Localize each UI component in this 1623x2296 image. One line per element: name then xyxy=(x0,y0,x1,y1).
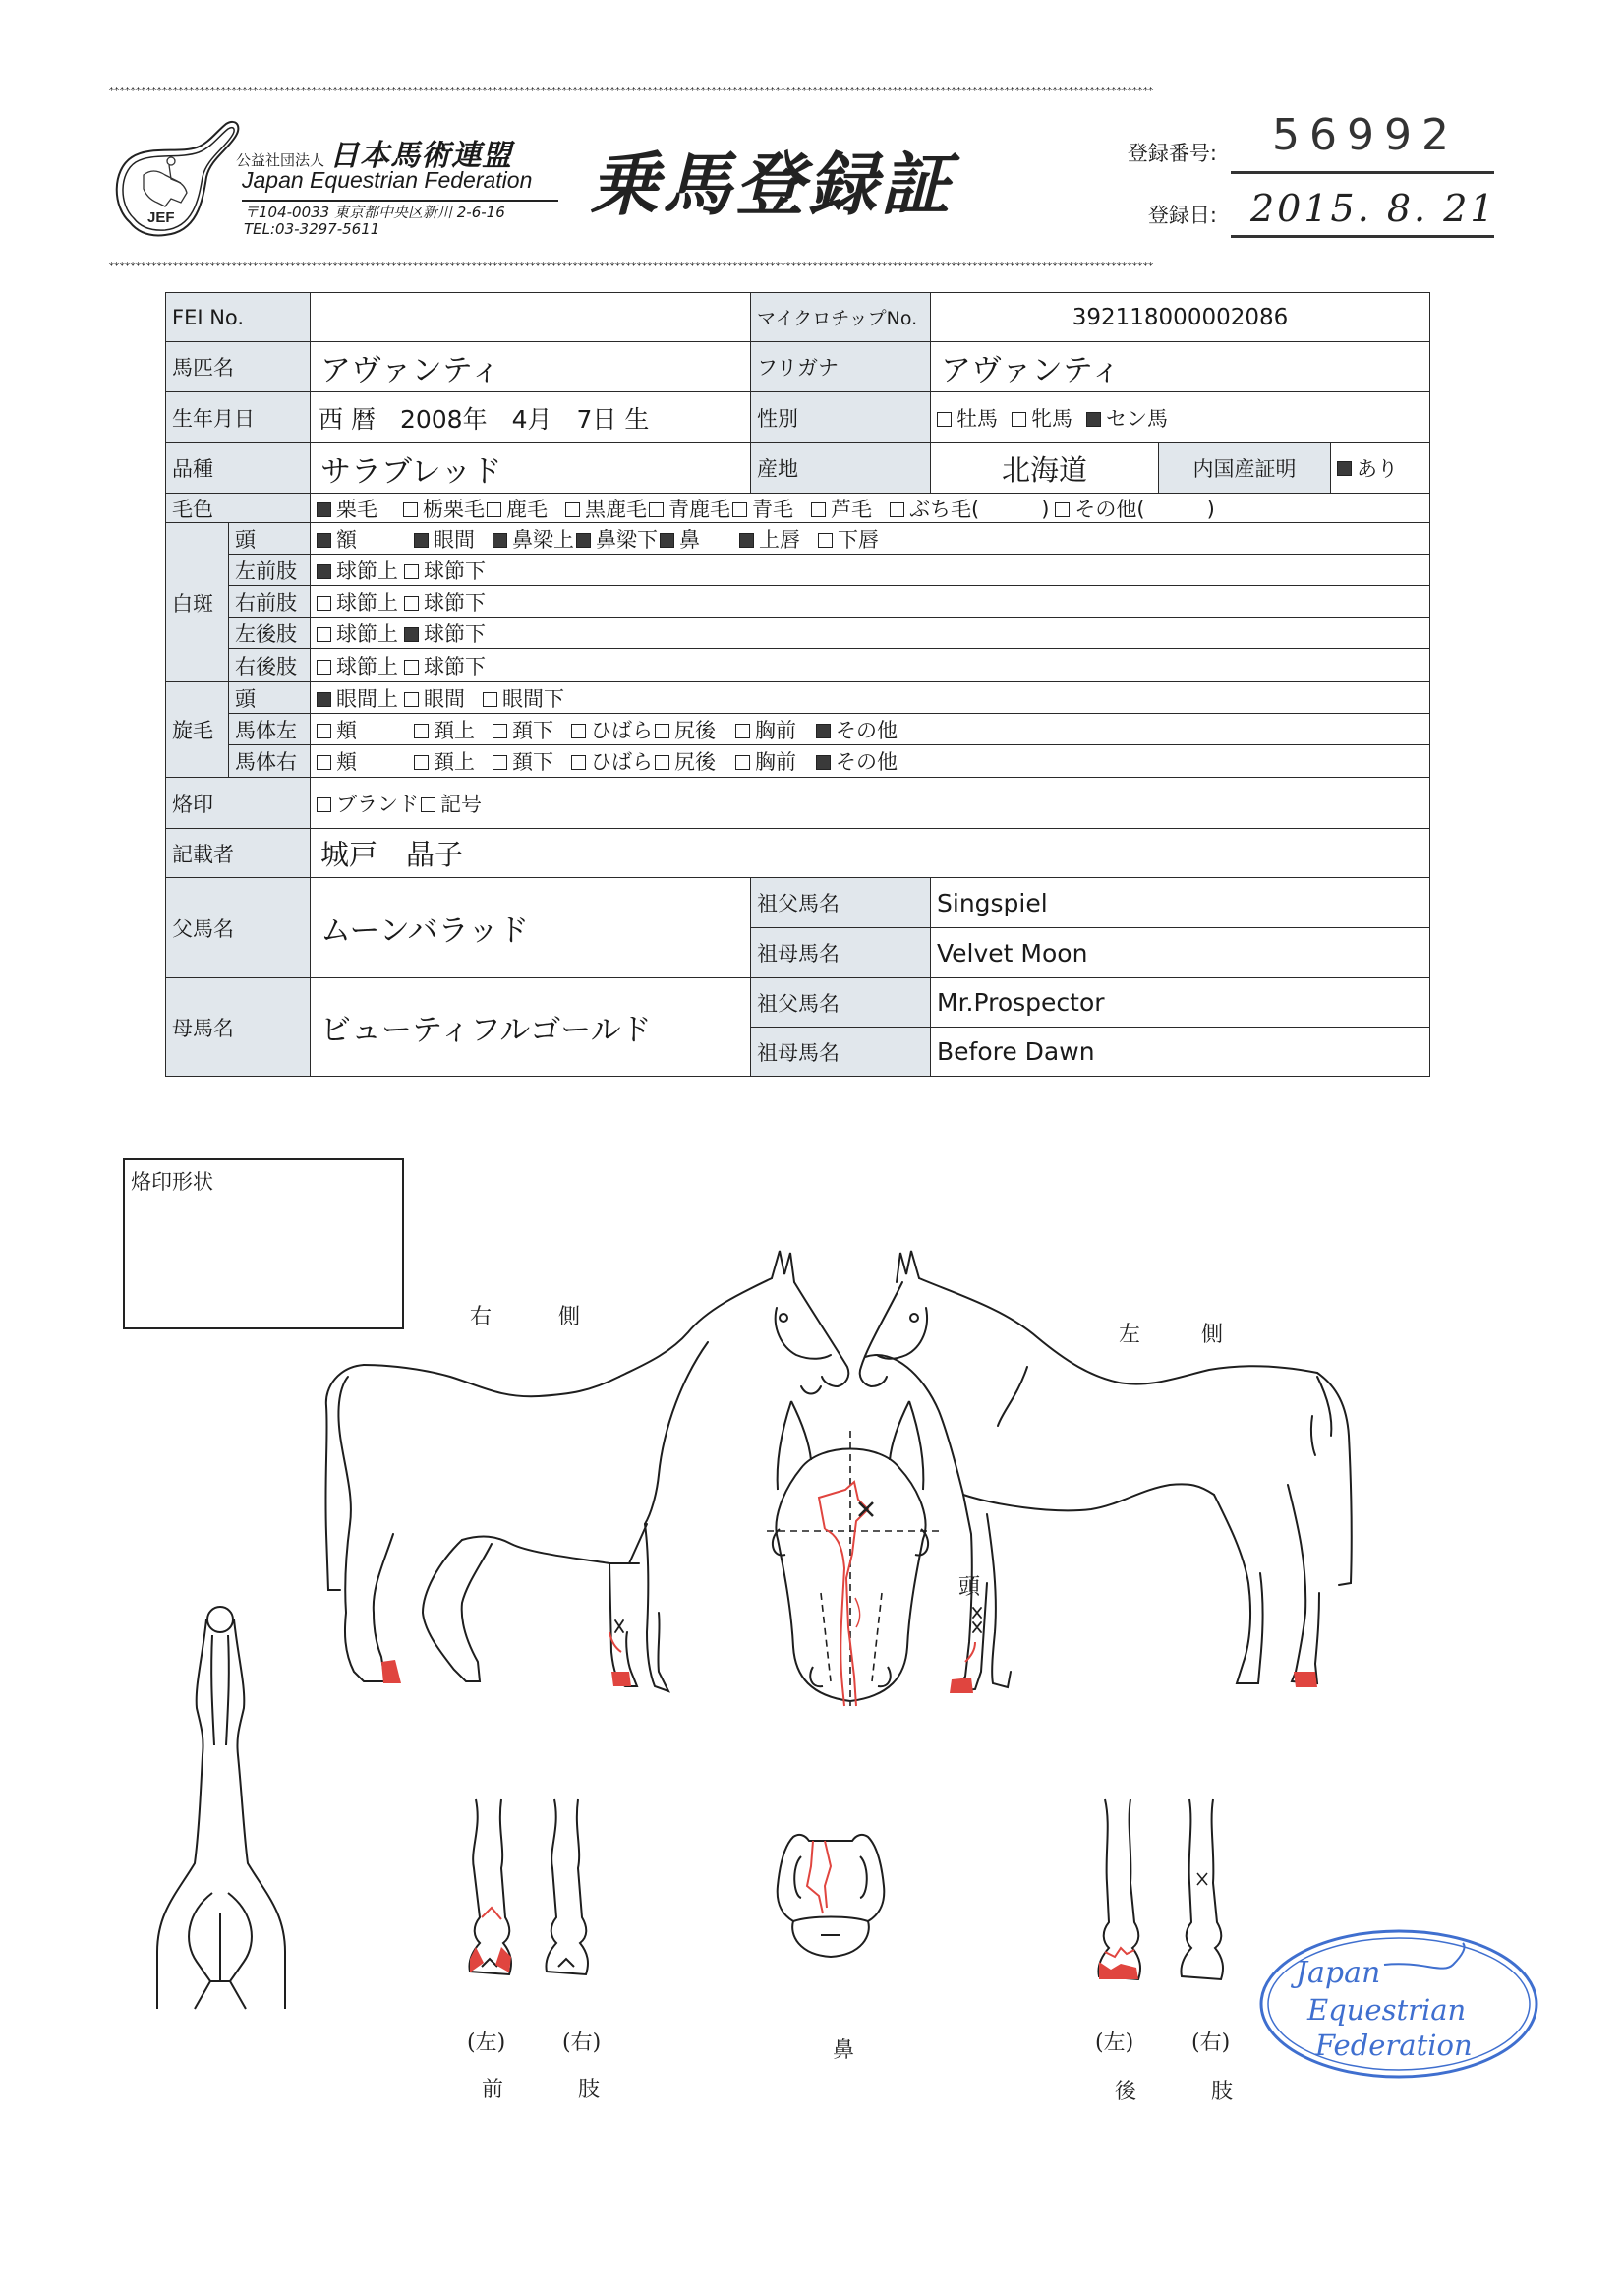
sire-granddam-value: Velvet Moon xyxy=(930,927,1430,978)
checkbox-icon xyxy=(493,724,507,738)
sex-option-mare[interactable]: 牝馬 xyxy=(1012,403,1072,433)
nose-label: 鼻 xyxy=(833,2038,855,2063)
org-divider xyxy=(242,200,558,202)
head-label: 頭 xyxy=(958,1575,981,1600)
checkbox-icon xyxy=(317,797,331,812)
coat-option[interactable]: ぶち毛( ) xyxy=(890,494,1049,523)
coat-option[interactable]: 鹿毛 xyxy=(487,494,548,523)
microchip-value: 392118000002086 xyxy=(930,292,1430,342)
birthdate-value: 西 暦 2008年 4月 7日 生 xyxy=(310,391,751,443)
checkbox-checked-icon xyxy=(816,724,831,738)
org-prefix: 公益社団法人 xyxy=(236,151,325,169)
coat-option[interactable]: 青毛 xyxy=(732,494,793,523)
white-row-label: 右後肢 xyxy=(228,648,311,682)
dam-granddam-label: 祖母馬名 xyxy=(750,1027,931,1077)
fore-caption-2: 肢 xyxy=(578,2078,601,2102)
checkbox-icon xyxy=(732,502,747,517)
whorl-option[interactable]: 眼間上 xyxy=(317,683,398,713)
checkbox-checked-icon xyxy=(317,533,331,548)
checkbox-checked-icon xyxy=(414,533,429,548)
furigana-label: フリガナ xyxy=(750,341,931,392)
checkbox-icon xyxy=(649,502,664,517)
checkbox-icon xyxy=(487,502,501,517)
whorl-option[interactable]: 頚下 xyxy=(493,746,553,776)
whorl-label: 旋毛 xyxy=(165,681,229,778)
coat-option[interactable]: 栗毛 xyxy=(317,494,377,523)
white-option[interactable]: 球節上 xyxy=(317,651,398,680)
checkbox-icon xyxy=(818,533,833,548)
checkbox-checked-icon xyxy=(493,533,507,548)
white-option[interactable]: 球節上 xyxy=(317,556,398,585)
coat-label: 毛色 xyxy=(165,493,311,523)
whorl-option[interactable]: 頬 xyxy=(317,715,357,744)
checkbox-icon xyxy=(937,412,952,427)
reg-number: 56992 xyxy=(1272,110,1459,160)
checkbox-checked-icon xyxy=(660,533,674,548)
sex-options xyxy=(930,391,1430,443)
jef-logo-icon xyxy=(110,116,243,239)
brand-option[interactable]: 記号 xyxy=(421,789,482,818)
domestic-cert-label: 内国産証明 xyxy=(1158,442,1331,494)
checkbox-icon xyxy=(421,797,435,812)
reg-number-underline xyxy=(1231,171,1494,174)
page-title: 乗馬登録証 xyxy=(590,145,954,225)
breed-value: サラブレッド xyxy=(310,442,751,494)
white-right-fore-options xyxy=(310,585,1430,618)
checkbox-checked-icon xyxy=(317,502,331,517)
checkbox-icon xyxy=(483,692,497,707)
sex-option-gelding[interactable]: セン馬 xyxy=(1086,403,1168,433)
svg-text:Japan: Japan xyxy=(1296,1956,1381,1990)
white-head-options xyxy=(310,522,1430,555)
horse-top-view-diagram xyxy=(147,1598,295,2011)
reg-date-label: 登録日: xyxy=(1147,204,1217,227)
dam-label: 母馬名 xyxy=(165,977,311,1077)
white-left-hind-options xyxy=(310,617,1430,649)
checkbox-checked-icon xyxy=(1337,461,1352,476)
svg-text:Federation: Federation xyxy=(1315,2029,1473,2062)
checkbox-icon xyxy=(404,692,419,707)
checkbox-icon xyxy=(1055,502,1070,517)
sex-label: 性別 xyxy=(750,391,931,443)
white-option[interactable]: 鼻 xyxy=(660,524,700,554)
sire-grandsire-label: 祖父馬名 xyxy=(750,877,931,928)
checkbox-checked-icon xyxy=(317,564,331,579)
left-side-label-1: 左 xyxy=(1119,1323,1141,1347)
whorl-option[interactable]: 胸前 xyxy=(735,746,796,776)
fore-right-label: (右) xyxy=(562,2031,602,2055)
checkbox-icon xyxy=(571,755,586,770)
dam-value: ビューティフルゴールド xyxy=(310,977,751,1077)
checkbox-checked-icon xyxy=(576,533,591,548)
hind-left-label: (左) xyxy=(1095,2031,1134,2055)
checkbox-checked-icon xyxy=(404,627,419,642)
checkbox-icon xyxy=(565,502,580,517)
white-right-hind-options xyxy=(310,648,1430,682)
checkbox-checked-icon xyxy=(739,533,754,548)
hind-caption-2: 肢 xyxy=(1211,2080,1234,2104)
checkbox-icon xyxy=(317,724,331,738)
coat-option[interactable]: 黒鹿毛 xyxy=(565,494,647,523)
white-option[interactable]: 上唇 xyxy=(739,524,800,554)
white-option[interactable]: 球節下 xyxy=(404,651,486,680)
white-option[interactable]: 下唇 xyxy=(818,524,879,554)
hind-legs-diagram xyxy=(1091,1795,1248,1991)
furigana-value: アヴァンティ xyxy=(930,341,1430,392)
fore-legs-diagram xyxy=(462,1790,619,1986)
white-left-fore-options xyxy=(310,554,1430,586)
coat-option[interactable]: 芦毛 xyxy=(811,494,872,523)
checkbox-icon xyxy=(571,724,586,738)
domestic-cert-option[interactable]: あり xyxy=(1330,442,1430,494)
white-option[interactable]: 眼間 xyxy=(414,524,475,554)
white-markings-label: 白斑 xyxy=(165,522,229,682)
coat-option[interactable]: その他( ) xyxy=(1055,494,1214,523)
whorl-option[interactable]: 胸前 xyxy=(735,715,796,744)
microchip-label: マイクロチップNo. xyxy=(750,292,931,342)
sire-value: ムーンバラッド xyxy=(310,877,751,978)
origin-label: 産地 xyxy=(750,442,931,494)
white-row-label: 左前肢 xyxy=(228,554,311,586)
svg-text:Equestrian: Equestrian xyxy=(1307,1993,1467,2027)
white-row-label: 左後肢 xyxy=(228,617,311,649)
checkbox-icon xyxy=(404,564,419,579)
sire-label: 父馬名 xyxy=(165,877,311,978)
white-row-label: 右前肢 xyxy=(228,585,311,618)
white-row-label: 頭 xyxy=(228,522,311,555)
fei-value xyxy=(310,292,751,342)
brand-options xyxy=(310,777,1430,829)
whorl-head-options xyxy=(310,681,1430,714)
whorl-option[interactable]: 眼間 xyxy=(404,683,465,713)
org-address: 〒104-0033 東京都中央区新川 2-6-16 xyxy=(244,204,505,221)
checkbox-icon xyxy=(317,627,331,642)
brand-label: 烙印 xyxy=(165,777,311,829)
sire-grandsire-value: Singspiel xyxy=(930,877,1430,928)
recorder-value: 城戸 晶子 xyxy=(310,828,1430,878)
reg-date-underline xyxy=(1231,235,1494,238)
right-side-label-1: 右 xyxy=(470,1305,493,1329)
whorl-option[interactable]: 尻後 xyxy=(655,715,716,744)
whorl-option[interactable]: その他 xyxy=(816,746,898,776)
horse-nose-diagram xyxy=(772,1827,890,1965)
whorl-option[interactable]: ひばら xyxy=(571,715,653,744)
right-side-label-2: 側 xyxy=(558,1305,581,1329)
left-side-label-2: 側 xyxy=(1201,1323,1224,1347)
checkbox-icon xyxy=(317,596,331,611)
jef-stamp-icon xyxy=(1256,1925,1541,2083)
horse-name-label: 馬匹名 xyxy=(165,341,311,392)
checkbox-icon xyxy=(735,755,750,770)
recorder-label: 記載者 xyxy=(165,828,311,878)
svg-text:JEF: JEF xyxy=(147,209,175,226)
whorl-option[interactable]: 頚上 xyxy=(414,746,475,776)
whorl-body-left-options xyxy=(310,713,1430,745)
checkbox-icon xyxy=(404,596,419,611)
horse-head-front-diagram xyxy=(762,1382,949,1716)
checkbox-checked-icon xyxy=(816,755,831,770)
checkbox-icon xyxy=(404,660,419,675)
fore-caption-1: 前 xyxy=(482,2078,504,2102)
white-option[interactable]: 球節上 xyxy=(317,618,398,648)
white-option[interactable]: 球節下 xyxy=(404,587,486,617)
fei-label: FEI No. xyxy=(165,292,311,342)
checkbox-icon xyxy=(1012,412,1026,427)
coat-option[interactable]: 栃栗毛 xyxy=(403,494,485,523)
checkbox-icon xyxy=(317,755,331,770)
whorl-row-label: 頭 xyxy=(228,681,311,714)
checkbox-icon xyxy=(735,724,750,738)
origin-value: 北海道 xyxy=(930,442,1159,494)
checkbox-icon xyxy=(811,502,826,517)
checkbox-checked-icon xyxy=(1086,412,1101,427)
checkbox-icon xyxy=(493,755,507,770)
whorl-option[interactable]: 尻後 xyxy=(655,746,716,776)
whorl-option[interactable]: 頬 xyxy=(317,746,357,776)
sire-granddam-label: 祖母馬名 xyxy=(750,927,931,978)
org-name-en: Japan Equestrian Federation xyxy=(242,167,533,193)
sex-option-stallion[interactable]: 牡馬 xyxy=(937,403,998,433)
white-option[interactable]: 額 xyxy=(317,524,357,554)
dam-granddam-value: Before Dawn xyxy=(930,1027,1430,1077)
hind-right-label: (右) xyxy=(1191,2031,1231,2055)
coat-option[interactable]: 青鹿毛 xyxy=(649,494,730,523)
dam-grandsire-label: 祖父馬名 xyxy=(750,977,931,1028)
dam-grandsire-value: Mr.Prospector xyxy=(930,977,1430,1028)
asterisk-divider-bottom: **************************************************************************************************************************************************************************************************** xyxy=(108,260,1153,272)
breed-label: 品種 xyxy=(165,442,311,494)
brand-option[interactable]: ブランド xyxy=(317,789,419,818)
brand-shape-label: 烙印形状 xyxy=(131,1170,213,1194)
reg-date: 2015. 8. 21 xyxy=(1250,187,1497,230)
white-option[interactable]: 球節下 xyxy=(404,618,486,648)
birthdate-label: 生年月日 xyxy=(165,391,311,443)
checkbox-icon xyxy=(890,502,904,517)
white-option[interactable]: 鼻梁下 xyxy=(576,524,658,554)
checkbox-checked-icon xyxy=(317,692,331,707)
coat-options xyxy=(310,493,1430,523)
horse-name-value: アヴァンティ xyxy=(310,341,751,392)
reg-number-label: 登録番号: xyxy=(1127,142,1217,165)
whorl-row-label: 馬体右 xyxy=(228,744,311,778)
org-name: 日本馬術連盟 xyxy=(329,139,513,173)
checkbox-icon xyxy=(655,724,669,738)
whorl-row-label: 馬体左 xyxy=(228,713,311,745)
whorl-option[interactable]: ひばら xyxy=(571,746,653,776)
checkbox-icon xyxy=(403,502,418,517)
white-option[interactable]: 球節上 xyxy=(317,587,398,617)
whorl-body-right-options xyxy=(310,744,1430,778)
checkbox-icon xyxy=(655,755,669,770)
whorl-option[interactable]: その他 xyxy=(816,715,898,744)
checkbox-icon xyxy=(414,724,429,738)
white-option[interactable]: 鼻梁上 xyxy=(493,524,574,554)
hind-caption-1: 後 xyxy=(1115,2080,1137,2104)
fore-left-label: (左) xyxy=(467,2031,506,2055)
checkbox-icon xyxy=(414,755,429,770)
checkbox-icon xyxy=(317,660,331,675)
org-tel: TEL:03-3297-5611 xyxy=(244,220,380,238)
white-option[interactable]: 球節下 xyxy=(404,556,486,585)
whorl-option[interactable]: 頚下 xyxy=(493,715,553,744)
asterisk-divider-top: **************************************************************************************************************************************************************************************************** xyxy=(108,85,1153,97)
whorl-option[interactable]: 頚上 xyxy=(414,715,475,744)
whorl-option[interactable]: 眼間下 xyxy=(483,683,564,713)
